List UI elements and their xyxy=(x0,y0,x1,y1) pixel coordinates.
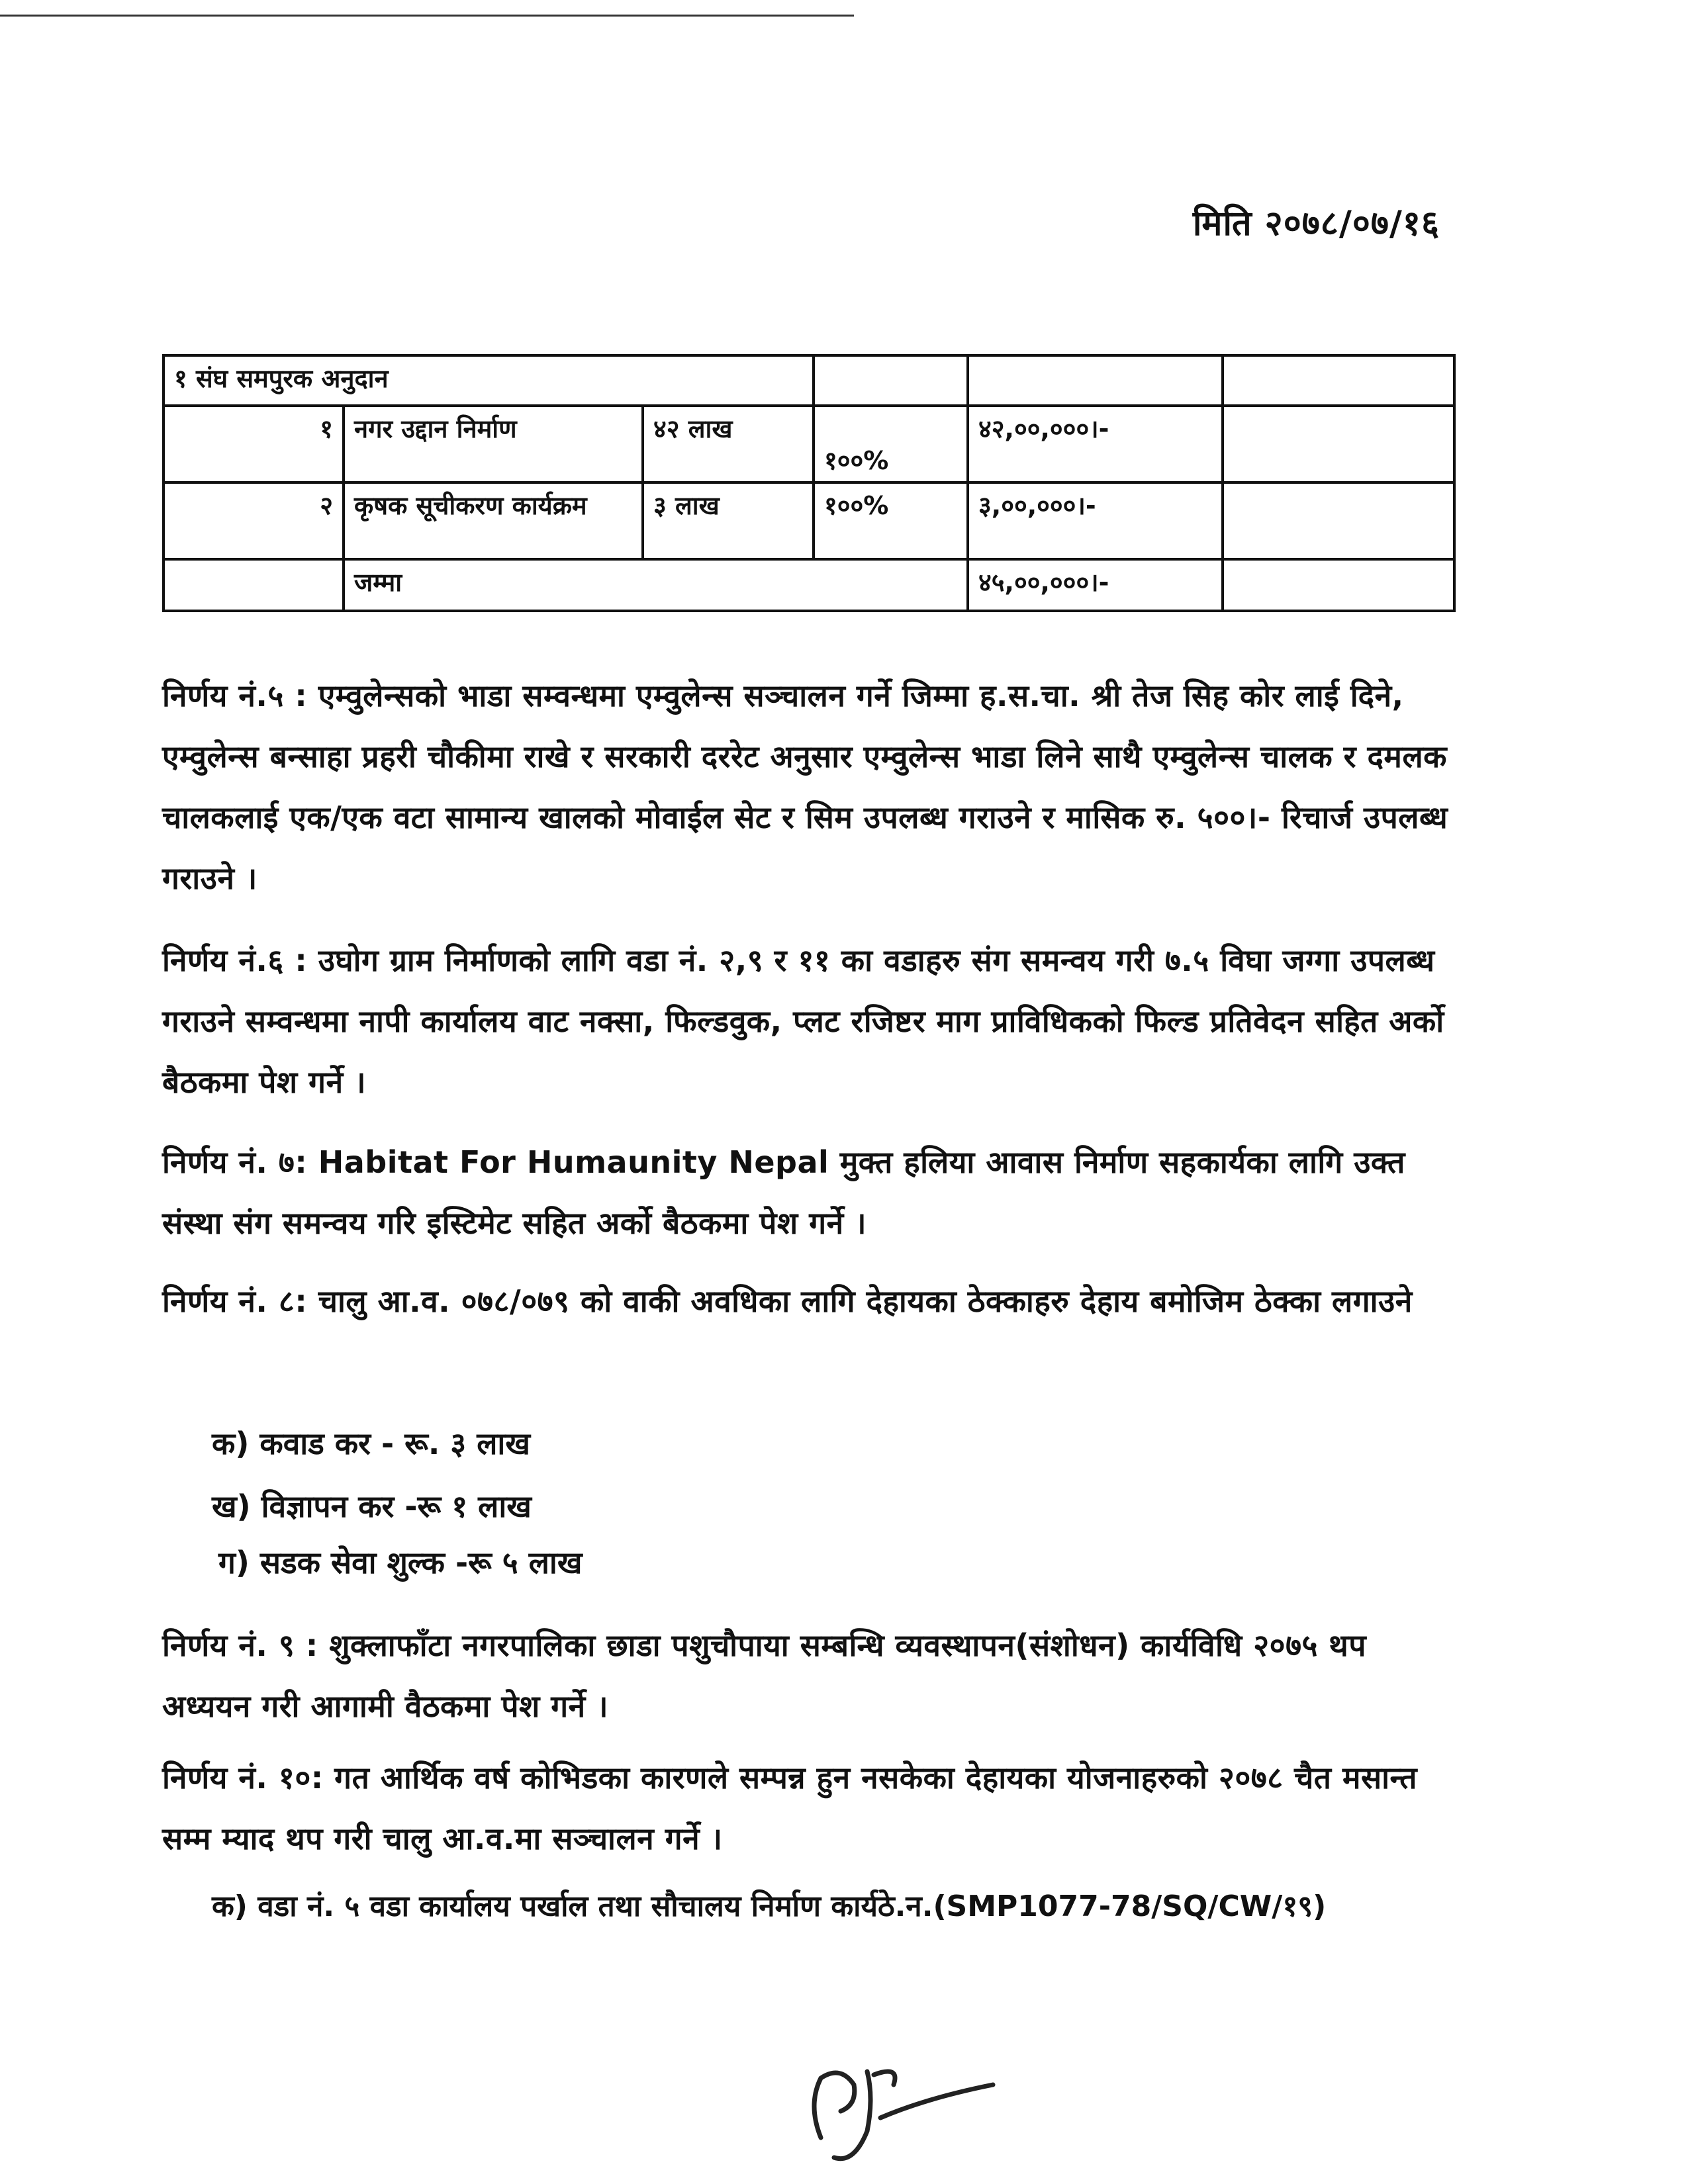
table-cell xyxy=(164,559,344,611)
list-item: क) कवाड कर - रू. ३ लाख xyxy=(212,1426,530,1461)
list-item: ग) सडक सेवा शुल्क -रू ५ लाख xyxy=(218,1545,583,1580)
decision-8 xyxy=(162,1271,1460,1332)
table-cell xyxy=(1223,559,1454,611)
table-row xyxy=(164,406,1454,482)
decision-7 xyxy=(162,1132,1460,1253)
grant-table xyxy=(162,354,1456,612)
row-amount: ३,००,०००।- xyxy=(968,482,1223,559)
table-cell xyxy=(968,355,1223,406)
table-cell xyxy=(1223,406,1454,482)
row-budget: ४२ लाख xyxy=(643,406,814,482)
decision-label: निर्णय नं. ८: xyxy=(162,1283,308,1319)
decision-text: गत आर्थिक वर्ष कोभिडका कारणले सम्पन्न हुन नसकेका देहायका योजनाहरुको २०७८ चैत मसान्त सम्म म्याद थप गरी चालु आ.व.मा सञ्चालन गर्ने । xyxy=(162,1760,1417,1856)
decision-text: उघोग ग्राम निर्माणको लागि वडा नं. २,९ र ११ का वडाहरु संग समन्वय गरी ७.५ विघा जग्गा उपलब्ध गराउने सम्वन्धमा नापी कार्यालय वाट नक्सा, फिल्डवुक, प्लट रजिष्टर माग प्राविधिकको फिल्ड प्रतिवेदन सहित अर्को बैठकमा पेश गर्ने । xyxy=(162,942,1444,1100)
decision-text: शुक्लाफाँटा नगरपालिका छाडा पशुचौपाया सम्बन्धि व्यवस्थापन(संशोधन) कार्यविधि २०७५ थप अध्ययन गरी आगामी वैठकमा पेश गर्ने । xyxy=(162,1627,1366,1724)
row-budget: ३ लाख xyxy=(643,482,814,559)
table-cell xyxy=(1223,355,1454,406)
total-amount: ४५,००,०००।- xyxy=(968,559,1223,611)
row-percent: १००% xyxy=(814,406,968,482)
row-name: नगर उद्दान निर्माण xyxy=(344,406,643,482)
row-sn: १ xyxy=(164,406,344,482)
table-row-total xyxy=(164,559,1454,611)
decision-text: एम्वुलेन्सको भाडा सम्वन्धमा एम्वुलेन्स सञ्चालन गर्ने जिम्मा ह.स.चा. श्री तेज सिह कोर लाई दिने, एम्वुलेन्स बन्साहा प्रहरी चौकीमा राखे र सरकारी दररेट अनुसार एम्वुलेन्स भाडा लिने साथै एम्वुलेन्स चालक र दमलक चालकलाई एक/एक वटा सामान्य खालको मोवाईल सेट र सिम उपलब्ध गराउने र मासिक रु. ५००।- रिचार्ज उपलब्ध गराउने । xyxy=(162,678,1448,896)
list-item: ख) विज्ञापन कर -रू १ लाख xyxy=(212,1488,532,1524)
table-cell xyxy=(814,355,968,406)
row-name: कृषक सूचीकरण कार्यक्रम xyxy=(344,482,643,559)
total-label: जम्मा xyxy=(344,559,968,611)
decision-text: Habitat For Humaunity Nepal मुक्त हलिया आवास निर्माण सहकार्यका लागि उक्त संस्था संग समन्वय गरि इस्टिमेट सहित अर्को बैठकमा पेश गर्ने । xyxy=(162,1144,1405,1241)
decision-10 xyxy=(162,1747,1460,1869)
list-item: क) वडा नं. ५ वडा कार्यालय पर्खाल तथा सौचालय निर्माण कार्यठे.न.(SMP1077-78/SQ/CW/१९) xyxy=(212,1889,1327,1923)
signature-icon xyxy=(794,2038,1046,2171)
decision-5 xyxy=(162,665,1460,909)
decision-label: निर्णय नं. ९ : xyxy=(162,1627,318,1663)
row-percent: १००% xyxy=(814,482,968,559)
table-row xyxy=(164,482,1454,559)
decision-9 xyxy=(162,1615,1460,1737)
decision-6 xyxy=(162,930,1460,1113)
document-date: मिति २०७८/०७/१६ xyxy=(1192,204,1440,244)
decision-label: निर्णय नं.५ : xyxy=(162,678,308,713)
decision-text: चालु आ.व. ०७८/०७९ को वाकी अवधिका लागि देहायका ठेक्काहरु देहाय बमोजिम ठेक्का लगाउने xyxy=(318,1283,1413,1319)
row-sn: २ xyxy=(164,482,344,559)
section-title-cell: १ संघ समपुरक अनुदान xyxy=(164,355,814,406)
table-row xyxy=(164,355,1454,406)
row-amount: ४२,००,०००।- xyxy=(968,406,1223,482)
decision-label: निर्णय नं.६ : xyxy=(162,942,308,978)
top-rule xyxy=(0,15,854,17)
decision-label: निर्णय नं. १०: xyxy=(162,1760,324,1796)
decision-label: निर्णय नं. ७: xyxy=(162,1144,308,1180)
table-cell xyxy=(1223,482,1454,559)
